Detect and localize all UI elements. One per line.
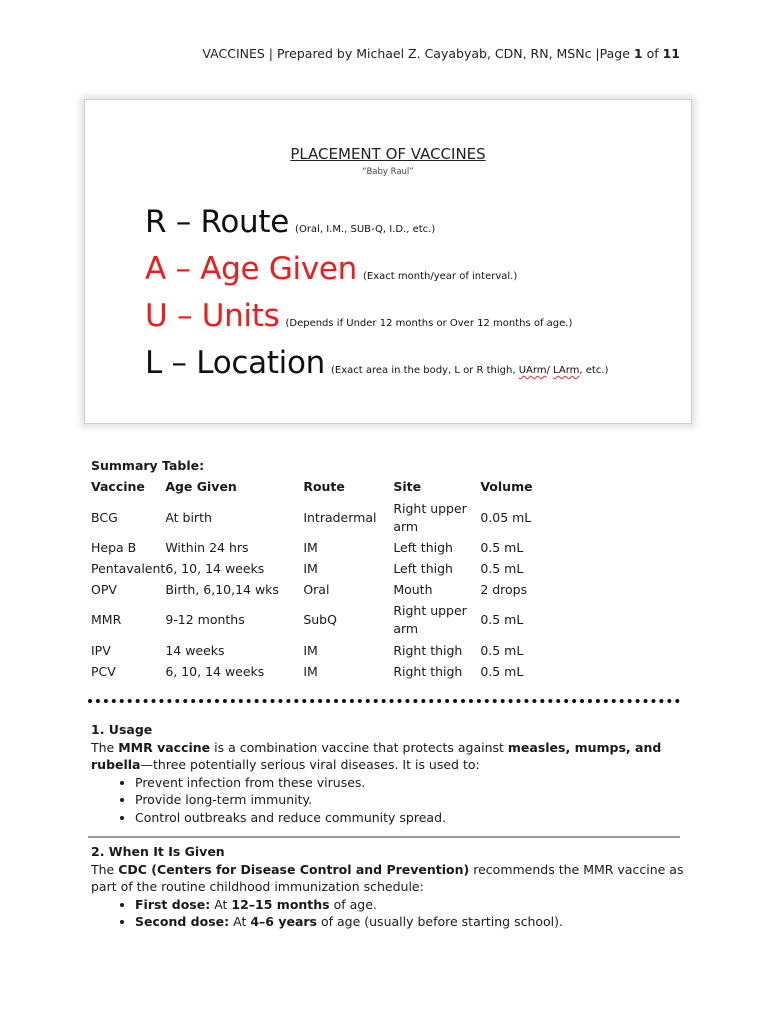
cell-volume: 0.5 mL	[480, 612, 524, 627]
first-dose-label: First dose:	[135, 896, 211, 912]
rual-route-note: (Oral, I.M., SUB-Q, I.D., etc.)	[295, 224, 436, 235]
rual-age-note: (Exact month/year of interval.)	[363, 271, 518, 282]
first-dose-at: At	[210, 896, 232, 912]
table-row	[91, 640, 560, 661]
second-dose-end: of age (usually before starting school).	[317, 914, 564, 929]
cell-age: At birth	[165, 509, 212, 525]
cell-volume: 2 drops	[480, 581, 528, 597]
cell-vaccine: MMR	[91, 612, 122, 627]
table-header-row	[91, 476, 560, 497]
usage-text-mid: is a combination vaccine that protects against	[210, 739, 508, 755]
cell-site: Left thigh	[393, 540, 453, 555]
dotted-divider	[88, 699, 680, 703]
location-note-larm: LArm	[553, 365, 580, 376]
rual-units-label: U – Units	[145, 298, 280, 334]
usage-mmr-vaccine: MMR vaccine	[118, 739, 211, 755]
when-text-end: recommends the MMR vaccine as part of the routine childhood immunization schedule:	[91, 861, 684, 894]
cell-volume: 0.5 mL	[480, 560, 524, 576]
rual-figure	[84, 99, 692, 424]
table-row	[91, 538, 560, 558]
location-note-mid: /	[546, 365, 554, 376]
cell-site: Right thigh	[393, 642, 463, 658]
rual-row-location	[145, 345, 608, 381]
cell-route: IM	[303, 560, 318, 576]
cell-volume: 0.5 mL	[480, 642, 524, 658]
cell-vaccine: BCG	[91, 509, 118, 525]
figure-title: PLACEMENT OF VACCINES	[290, 145, 486, 163]
header-page-total: 11	[662, 46, 680, 61]
first-dose-age: 12–15 months	[231, 896, 330, 912]
cell-age: 14 weeks	[165, 642, 225, 658]
second-dose-age: 4–6 years	[250, 914, 317, 929]
rual-row-route	[145, 204, 435, 240]
usage-heading: 1. Usage	[91, 722, 153, 737]
header-route: Route	[303, 479, 345, 494]
cell-age: Birth, 6,10,14 wks	[165, 581, 279, 597]
header-of: of	[642, 46, 663, 61]
location-note-uarm: UArm	[518, 365, 547, 376]
cell-vaccine: PCV	[91, 663, 116, 679]
second-dose-at: At	[229, 914, 251, 929]
cell-site: Right upper arm	[393, 603, 467, 636]
location-note-pre: (Exact area in the body, L or R thigh,	[331, 365, 519, 376]
cell-vaccine: IPV	[91, 642, 111, 658]
cell-route: IM	[303, 642, 318, 658]
rual-location-label: L – Location	[145, 345, 325, 381]
cell-vaccine: Hepa B	[91, 540, 137, 555]
usage-text-the: The	[91, 739, 119, 755]
list-item-first-dose	[135, 896, 691, 914]
when-paragraph	[91, 861, 691, 896]
header-page-number: 1	[633, 46, 643, 61]
second-dose-label: Second dose:	[135, 914, 230, 929]
location-note-post: , etc.)	[579, 365, 609, 376]
usage-section	[91, 721, 691, 826]
cell-route: IM	[303, 663, 318, 679]
list-item-second-dose	[135, 913, 691, 931]
header-site: Site	[393, 479, 422, 494]
usage-list	[91, 774, 691, 827]
cell-site: Right thigh	[393, 663, 463, 679]
rual-units-note: (Depends if Under 12 months or Over 12 months of age.)	[285, 318, 573, 329]
cell-vaccine: OPV	[91, 581, 117, 597]
list-item: • Prevent infection from these viruses.	[135, 774, 691, 792]
cell-vaccine: Pentavalent	[91, 560, 166, 576]
when-heading: 2. When It Is Given	[91, 844, 225, 859]
cell-age: 6, 10, 14 weeks	[165, 560, 265, 576]
cell-age: 6, 10, 14 weeks	[165, 663, 265, 679]
usage-paragraph	[91, 739, 691, 774]
cell-site: Left thigh	[393, 560, 453, 576]
list-item: • Control outbreaks and reduce community spread.	[135, 809, 691, 827]
rual-location-note	[331, 365, 608, 376]
cell-route: Intradermal	[303, 509, 377, 525]
when-section	[91, 843, 691, 931]
rual-row-units	[145, 298, 572, 334]
table-row	[91, 558, 560, 579]
cell-volume: 0.5 mL	[480, 540, 524, 555]
header-vaccine: Vaccine	[91, 479, 145, 494]
cell-age: 9-12 months	[165, 612, 245, 627]
cell-site: Mouth	[393, 581, 433, 597]
rual-age-label: A – Age Given	[145, 251, 358, 287]
table-row	[91, 661, 560, 682]
cell-route: SubQ	[303, 612, 337, 627]
table-row	[91, 600, 560, 640]
when-cdc: CDC (Centers for Disease Control and Prevention)	[118, 861, 470, 877]
table-row	[91, 497, 560, 538]
cell-age: Within 24 hrs	[165, 540, 249, 555]
cell-route: Oral	[303, 581, 330, 597]
rual-route-label: R – Route	[145, 204, 290, 240]
cell-site: Right upper arm	[393, 500, 467, 534]
cell-route: IM	[303, 540, 318, 555]
summary-title: Summary Table:	[91, 458, 205, 473]
cell-volume: 0.05 mL	[480, 509, 532, 525]
when-text-the: The	[91, 861, 119, 877]
table-row	[91, 579, 560, 600]
first-dose-end: of age.	[329, 896, 377, 912]
list-item: • Provide long-term immunity.	[135, 791, 691, 809]
summary-table	[91, 476, 560, 682]
header-text: VACCINES | Prepared by Michael Z. Cayabyab, CDN, RN, MSNc |Page	[202, 46, 634, 61]
page-header	[202, 46, 680, 61]
when-list	[91, 896, 691, 931]
header-volume: Volume	[480, 479, 533, 494]
usage-text-end: —three potentially serious viral diseases. It is used to:	[140, 757, 480, 772]
figure-subtitle: “Baby Raul”	[362, 167, 414, 177]
usage-diseases: measles, mumps, and rubella	[91, 739, 662, 772]
section-divider	[88, 836, 680, 838]
rual-row-age	[145, 251, 517, 287]
cell-volume: 0.5 mL	[480, 663, 524, 679]
header-age-given: Age Given	[165, 479, 237, 494]
